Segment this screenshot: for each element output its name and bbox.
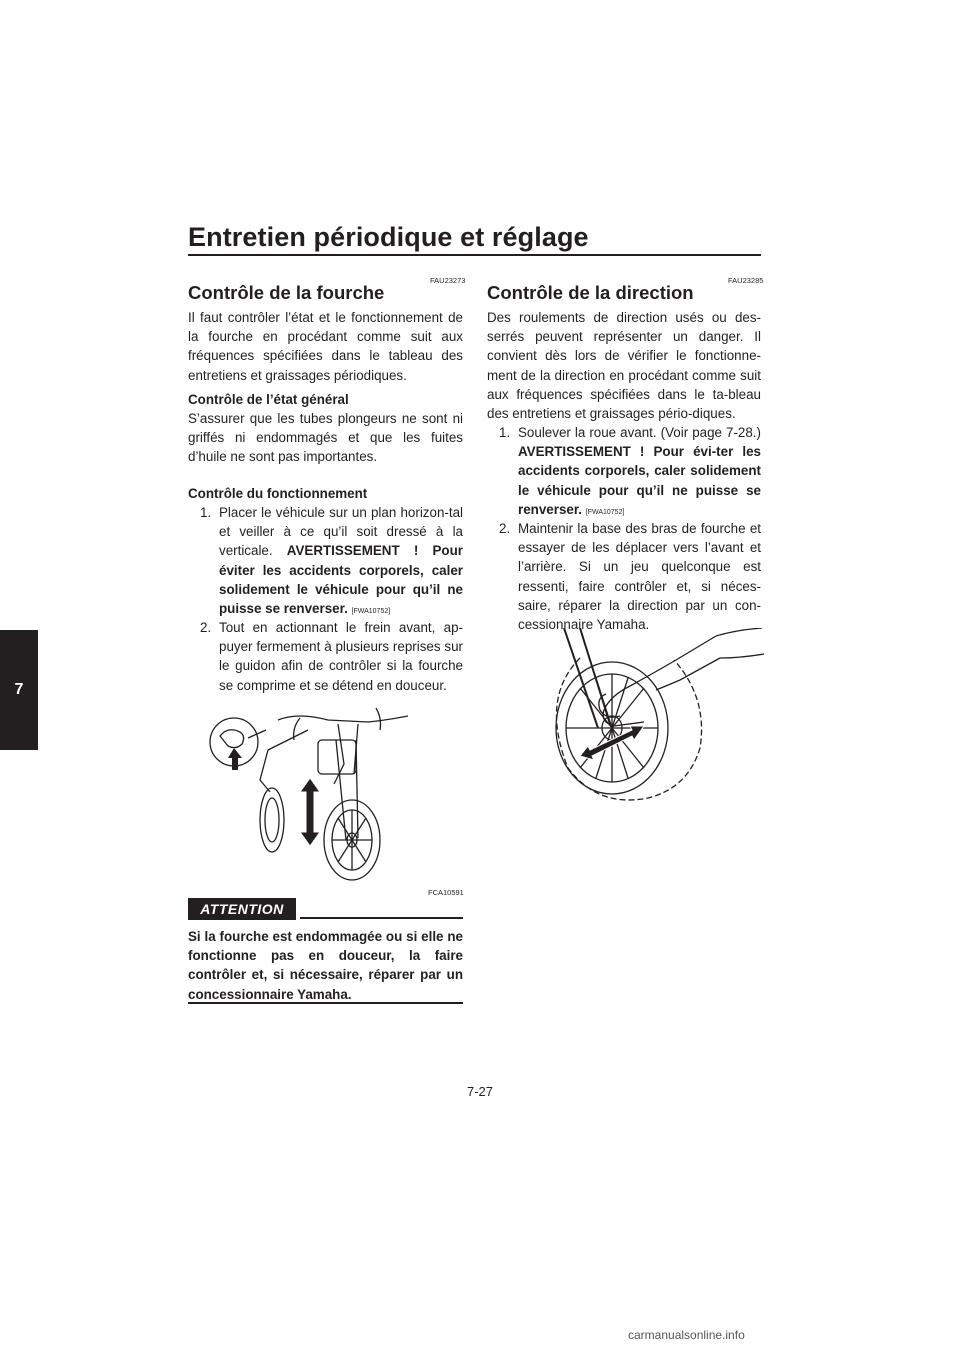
attention-rule-top	[300, 917, 463, 919]
warning-text: AVERTISSEMENT ! Pour évi-ter les accidents corporels, caler solidement le véhicule pour qu’il ne puisse se renverser.	[518, 444, 761, 517]
chapter-tab	[0, 630, 38, 750]
steering-check-illustration	[540, 628, 770, 804]
step-number: 2.	[200, 620, 212, 635]
subheading-operation: Contrôle du fonctionnement	[188, 486, 368, 501]
hand-inset	[220, 730, 244, 748]
steering-step-1	[499, 423, 761, 522]
inset-arrow	[228, 748, 242, 770]
section-code-fork: FAU23273	[430, 276, 466, 285]
steering-intro: Des roulements de direction usés ou des-serrés peuvent représenter un danger. Il convient dès lors de vérifier le fonctionne-ment de la direction en procédant comme suit aux fréquences spécifiées dans le ta-bleau des entretiens et graissages pério-diques.	[487, 310, 761, 422]
warning-ref: [FWA10752]	[351, 608, 391, 616]
general-state-text: S’assurer que les tubes plongeurs ne sont ni griffés ni endommagés et que les fuites d’huile ne sont pas importantes.	[188, 411, 463, 465]
step-text: Maintenir la base des bras de fourche et essayer de les déplacer vers l’avant et l’arrière. Si un jeu quelconque est ressenti, faire contrôler et, si néces-saire, réparer la direction par un con-cessionnaire Yamaha.	[518, 521, 761, 633]
step-text: Placer le véhicule sur un plan horizon-tal et veiller à ce qu’il soit dressé à la verticale.	[219, 505, 463, 559]
step-text: Tout en actionnant le frein avant, ap-puyer fermement à plusieurs reprises sur le guidon afin de contrôler si la fourche se comprime et se détend en douceur.	[219, 620, 463, 693]
page-title: Entretien périodique et réglage	[188, 222, 589, 252]
heading-fork-check: Contrôle de la fourche	[188, 282, 385, 303]
fork-intro: Il faut contrôler l’état et le fonctionnement de la fourche en procédant comme suit aux fréquences spécifiées dans le tableau des entretiens et graissages périodiques.	[188, 310, 463, 383]
attention-label: ATTENTION	[200, 901, 284, 917]
warning-ref: [FWA10752]	[585, 508, 625, 516]
step-number: 1.	[200, 505, 212, 520]
header-rule	[188, 254, 761, 256]
fork-compression-illustration	[208, 700, 468, 890]
steering-step-2	[499, 519, 761, 634]
step-text: Soulever la roue avant. (Voir page 7-28.)	[518, 425, 761, 440]
step-number: 1.	[499, 425, 511, 440]
section-code-steering: FAU23285	[728, 276, 764, 285]
step-number: 2.	[499, 521, 511, 536]
fork-step-1	[200, 503, 463, 621]
chapter-number: 7	[14, 681, 24, 698]
attention-banner	[188, 898, 296, 920]
page-number: 7-27	[466, 1084, 494, 1099]
attention-rule-bottom	[188, 1002, 463, 1004]
watermark: carmanualsonline.info	[628, 1328, 745, 1342]
attention-text: Si la fourche est endommagée ou si elle ne fonctionne pas en douceur, la faire contrôler et, si nécessaire, réparer par un concessionnaire Yamaha.	[188, 929, 463, 1002]
warning-text: AVERTISSEMENT ! Pour éviter les accidents corporels, caler solidement le véhicule pour qu’il ne puisse se renverser.	[219, 543, 463, 617]
compression-arrow	[300, 778, 320, 846]
subheading-general-state: Contrôle de l’état général	[188, 392, 349, 407]
arm	[603, 636, 716, 726]
heading-steering-check: Contrôle de la direction	[487, 282, 694, 303]
figure-code: FCA10591	[428, 888, 464, 897]
fork-step-2	[200, 618, 463, 695]
